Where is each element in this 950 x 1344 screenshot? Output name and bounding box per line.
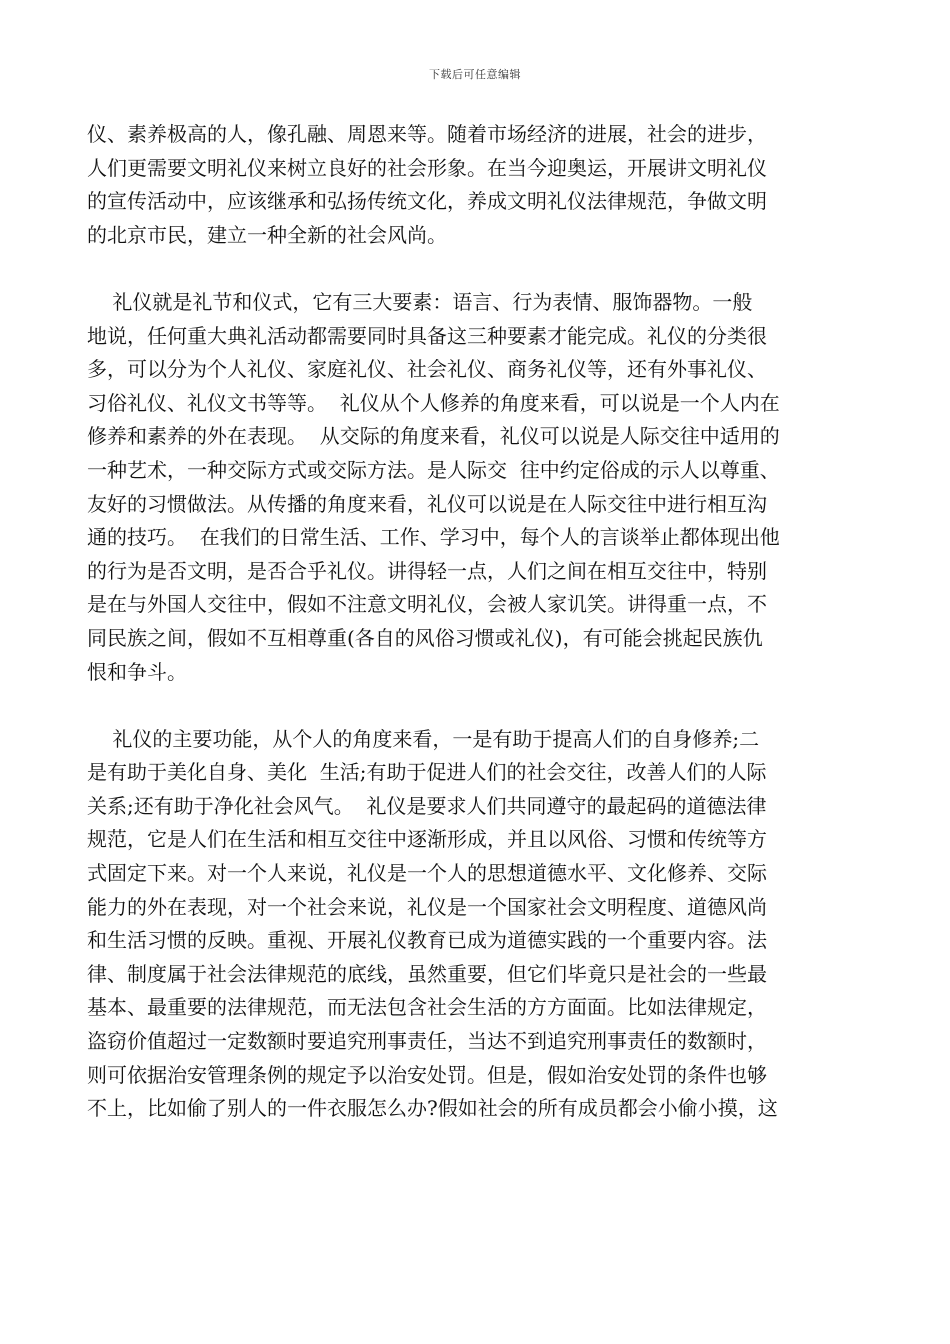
paragraph-1 bbox=[87, 118, 863, 252]
text-line: 人们更需要文明礼仪来树立良好的社会形象。在当今迎奥运，开展讲文明礼仪 bbox=[87, 155, 767, 180]
text-line: 是在与外国人交往中，假如不注意文明礼仪，会被人家讥笑。讲得重一点，不 bbox=[87, 592, 767, 617]
text-line: 一种艺术，一种交际方式或交际方法。是人际交 往中约定俗成的示人以尊重、 bbox=[87, 457, 780, 482]
text-line: 的北京市民，建立一种全新的社会风尚。 bbox=[87, 222, 447, 247]
text-line: 是有助于美化自身、美化 生活;有助于促进人们的社会交往，改善人们的人际 bbox=[87, 760, 767, 785]
paragraph-2 bbox=[87, 286, 863, 689]
text-line: 能力的外在表现，对一个社会来说，礼仪是一个国家社会文明程度、道德风尚 bbox=[87, 894, 767, 919]
document-body bbox=[87, 118, 863, 1126]
text-line: 友好的习惯做法。从传播的角度来看，礼仪可以说是在人际交往中进行相互沟 bbox=[87, 491, 767, 516]
page-header: 下载后可任意编辑 bbox=[429, 68, 521, 81]
text-line: 多，可以分为个人礼仪、家庭礼仪、社会礼仪、商务礼仪等，还有外事礼仪、 bbox=[87, 357, 767, 382]
text-line: 则可依据治安管理条例的规定予以治安处罚。但是，假如治安处罚的条件也够 bbox=[87, 1062, 767, 1087]
text-line: 习俗礼仪、礼仪文书等等。 礼仪从个人修养的角度来看，可以说是一个人内在 bbox=[87, 390, 780, 415]
text-line: 律、制度属于社会法律规范的底线，虽然重要，但它们毕竟只是社会的一些最 bbox=[87, 961, 767, 986]
text-line: 恨和争斗。 bbox=[87, 659, 187, 684]
text-line: 礼仪就是礼节和仪式，它有三大要素：语言、行为表情、服饰器物。一般 bbox=[87, 289, 753, 314]
text-line: 式固定下来。对一个人来说，礼仪是一个人的思想道德水平、文化修养、交际 bbox=[87, 861, 767, 886]
text-line: 礼仪的主要功能，从个人的角度来看，一是有助于提高人们的自身修养;二 bbox=[87, 726, 760, 751]
text-line: 仪、素养极高的人，像孔融、周恩来等。随着市场经济的进展，社会的进步， bbox=[87, 122, 767, 146]
text-line: 盗窃价值超过一定数额时要追究刑事责任，当达不到追究刑事责任的数额时， bbox=[87, 1029, 767, 1054]
text-line: 修养和素养的外在表现。 从交际的角度来看，礼仪可以说是人际交往中适用的 bbox=[87, 424, 780, 449]
text-line: 关系;还有助于净化社会风气。 礼仪是要求人们共同遵守的最起码的道德法律 bbox=[87, 793, 767, 818]
text-line: 通的技巧。 在我们的日常生活、工作、学习中，每个人的言谈举止都体现出他 bbox=[87, 525, 780, 550]
text-line: 同民族之间，假如不互相尊重(各自的风俗习惯或礼仪)，有可能会挑起民族仇 bbox=[87, 625, 763, 650]
text-line: 的行为是否文明，是否合乎礼仪。讲得轻一点，人们之间在相互交往中，特别 bbox=[87, 558, 767, 583]
text-line: 和生活习惯的反映。重视、开展礼仪教育已成为道德实践的一个重要内容。法 bbox=[87, 928, 767, 953]
text-line: 基本、最重要的法律规范，而无法包含社会生活的方方面面。比如法律规定， bbox=[87, 995, 767, 1020]
paragraph-3 bbox=[87, 723, 863, 1126]
text-line: 不上，比如偷了别人的一件衣服怎么办?假如社会的所有成员都会小偷小摸，这 bbox=[87, 1096, 778, 1121]
text-line: 的宣传活动中，应该继承和弘扬传统文化，养成文明礼仪法律规范，争做文明 bbox=[87, 189, 767, 214]
text-line: 规范，它是人们在生活和相互交往中逐渐形成，并且以风俗、习惯和传统等方 bbox=[87, 827, 767, 852]
text-line: 地说，任何重大典礼活动都需要同时具备这三种要素才能完成。礼仪的分类很 bbox=[87, 323, 767, 348]
